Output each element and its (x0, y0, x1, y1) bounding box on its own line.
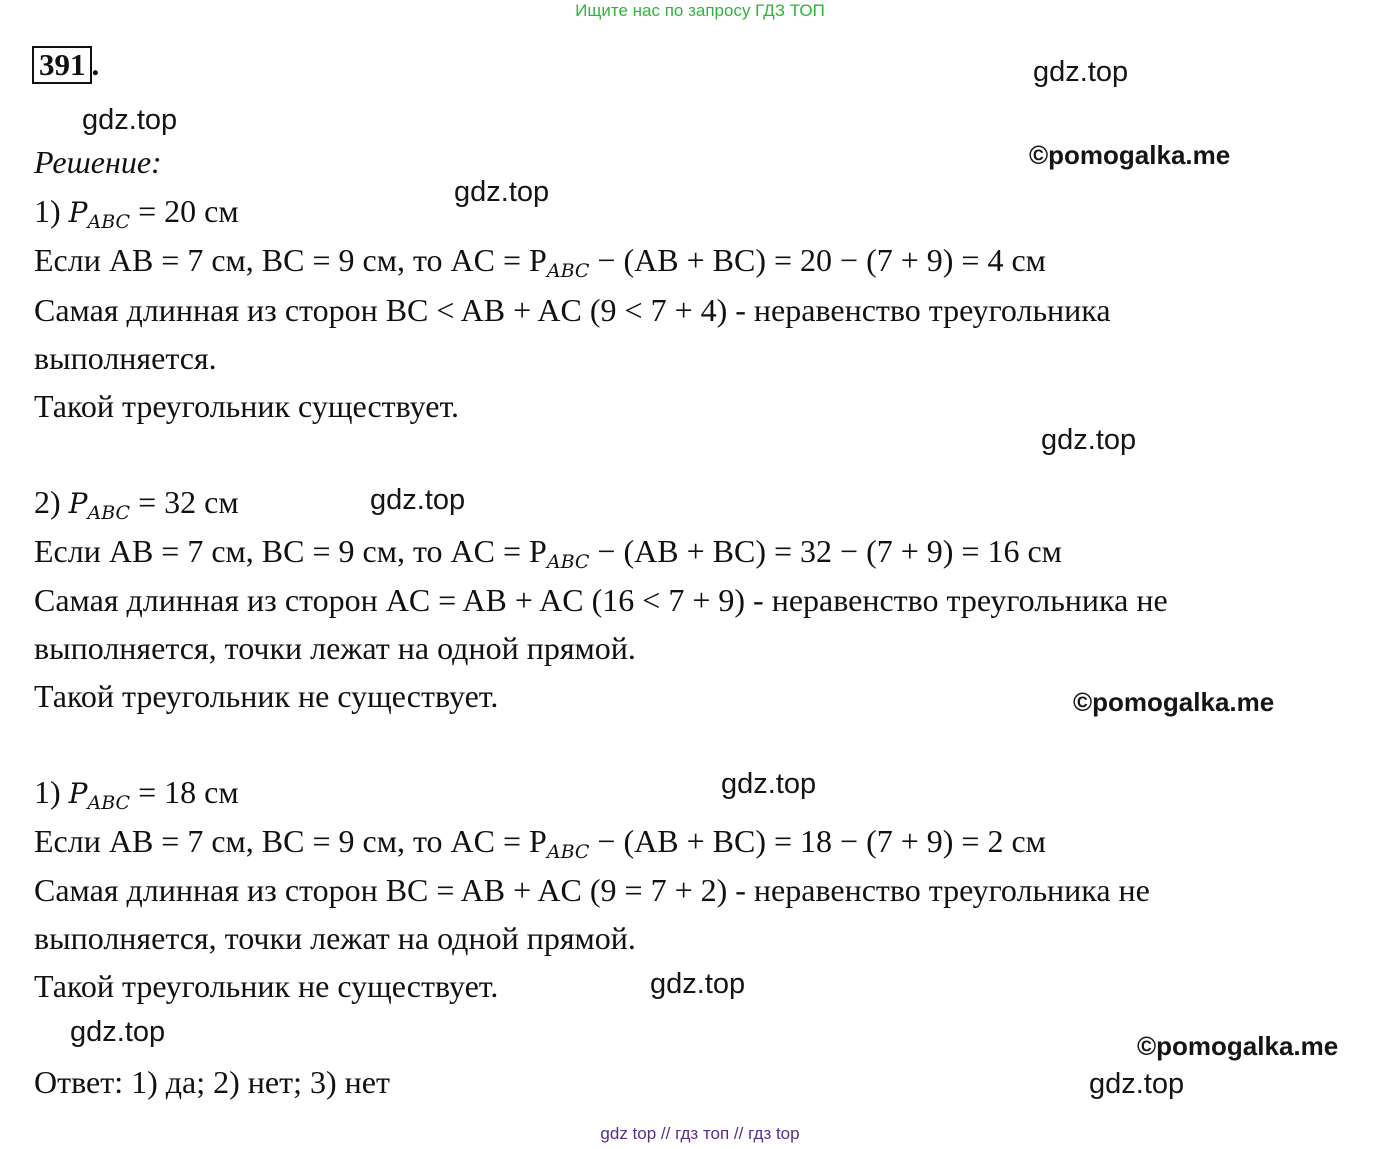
part-label: 2) (34, 484, 69, 520)
answer: Ответ: 1) да; 2) нет; 3) нет (34, 1064, 390, 1100)
part-3-calculation: Если AB = 7 см, BC = 9 см, то AC = $P_{ABC} - (AB + BC) = 18 - (7 + 9) = 2$ см (34, 823, 1046, 863)
perimeter-value: = 20 см (130, 193, 239, 229)
watermark-gdz: gdz.top (650, 968, 746, 1000)
perimeter-value: = 18 см (130, 774, 239, 810)
part-2-header (34, 482, 239, 533)
part-1-inequality: Самая длинная из сторон BC < AB + AC (9 < 7 + 4) - неравенство треугольника (34, 292, 1111, 328)
part-3-conclusion: Такой треугольник не существует. (34, 968, 499, 1004)
part-label: 1) (34, 774, 69, 810)
watermark-gdz: gdz.top (1033, 56, 1129, 88)
part-2-inequality: Самая длинная из сторон AC = AB + AC (16 < 7 + 9) - неравенство треугольника не (34, 582, 1168, 618)
watermark-copyright: ©pomogalka.me (1137, 1031, 1339, 1061)
footer-links: gdz top // гдз топ // гдз top (600, 1124, 800, 1143)
problem-number (32, 46, 99, 84)
watermark-gdz: gdz.top (454, 176, 550, 208)
part-1-calculation: Если AB = 7 см, BC = 9 см, то AC = $P_{ABC} - (AB + BC) = 20 - (7 + 9) = 4$ см (34, 242, 1046, 282)
watermark-copyright: ©pomogalka.me (1029, 140, 1231, 170)
watermark-gdz: gdz.top (70, 1016, 166, 1048)
top-banner: Ищите нас по запросу ГДЗ ТОП (575, 1, 825, 20)
problem-number-box: 391 (32, 46, 92, 84)
problem-number-dot: . (91, 47, 100, 82)
part-2-calculation: Если AB = 7 см, BC = 9 см, то AC = $P_{ABC} - (AB + BC) = 32 - (7 + 9) = 16$ см (34, 533, 1062, 573)
watermark-gdz: gdz.top (721, 768, 817, 800)
part-3-header (34, 772, 239, 823)
perimeter-symbol: $P_{ABC}$ (68, 487, 131, 524)
part-3-inequality: Самая длинная из сторон BC = AB + AC (9 = 7 + 2) - неравенство треугольника не (34, 872, 1150, 908)
watermark-gdz: gdz.top (82, 104, 178, 136)
watermark-copyright: ©pomogalka.me (1073, 687, 1275, 717)
perimeter-symbol: $P_{ABC}$ (68, 777, 131, 814)
watermark-gdz: gdz.top (1041, 424, 1137, 456)
part-2-conclusion: Такой треугольник не существует. (34, 678, 499, 714)
part-1-inequality-cont: выполняется. (34, 340, 217, 376)
part-label: 1) (34, 193, 69, 229)
part-1-conclusion: Такой треугольник существует. (34, 388, 460, 424)
part-3-inequality-cont: выполняется, точки лежат на одной прямой. (34, 920, 636, 956)
solution-title: Решение: (34, 144, 162, 180)
watermark-gdz: gdz.top (370, 484, 466, 516)
part-2-inequality-cont: выполняется, точки лежат на одной прямой. (34, 630, 636, 666)
perimeter-value: = 32 см (130, 484, 239, 520)
perimeter-symbol: $P_{ABC}$ (68, 196, 131, 233)
part-1-header (34, 191, 239, 242)
watermark-gdz: gdz.top (1089, 1068, 1185, 1100)
